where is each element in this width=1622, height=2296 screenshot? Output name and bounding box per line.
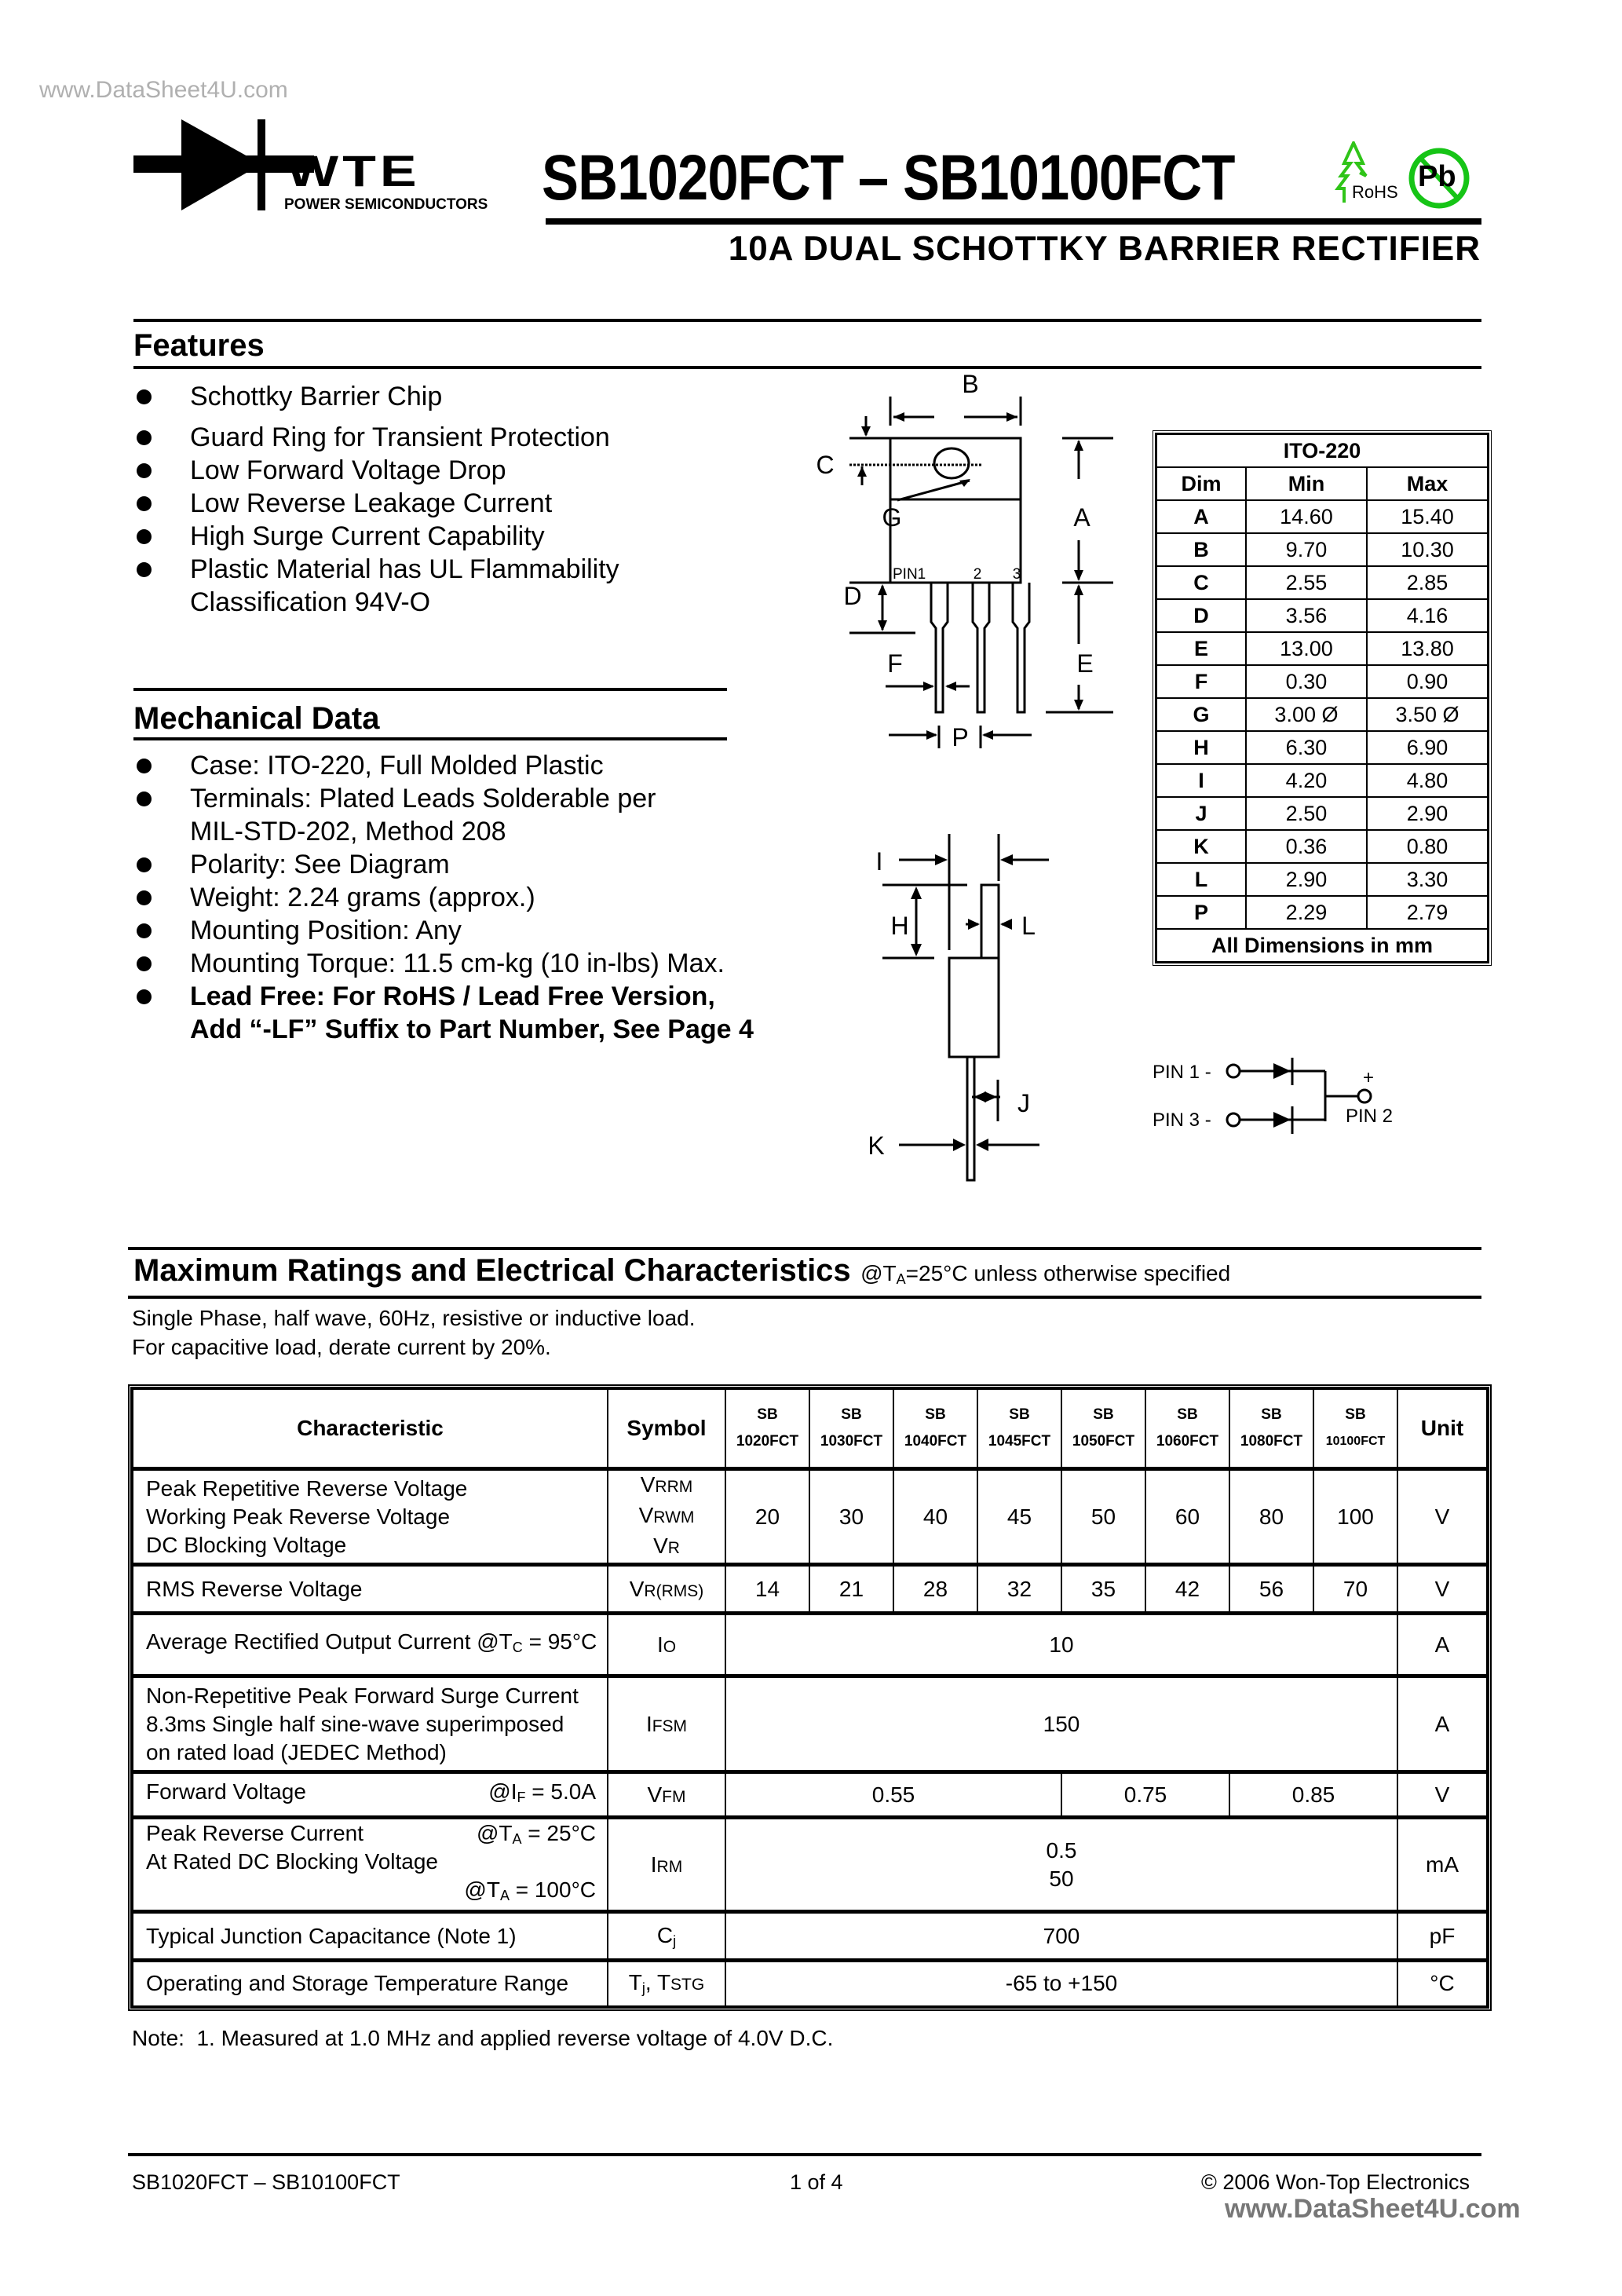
dimension-row <box>1156 599 1488 632</box>
col-header-unit: Unit <box>1397 1389 1487 1469</box>
table-row-cj <box>133 1912 1487 1961</box>
cell-min: 13.00 <box>1246 632 1367 665</box>
cell-characteristic: Average Rectified Output Current $@T_C = 95^\circ C$ <box>133 1614 608 1676</box>
cell-dim: C <box>1156 566 1246 599</box>
cell-value: 60 <box>1145 1469 1229 1565</box>
ratings-rule-bottom <box>128 1296 1481 1299</box>
mech-rule-bottom <box>133 737 727 740</box>
table-row-vfm <box>133 1772 1487 1818</box>
col-header-part: SB 1080FCT <box>1229 1389 1313 1469</box>
cell-min: 2.55 <box>1246 566 1367 599</box>
cell-max: 2.79 <box>1367 896 1488 929</box>
dimension-table-title: ITO-220 <box>1156 434 1488 467</box>
dim-label-d: D <box>843 582 862 610</box>
dim-label-a: A <box>1073 503 1090 532</box>
pb-label: Pb <box>1418 160 1456 193</box>
dimension-row <box>1156 533 1488 566</box>
cell-min: 9.70 <box>1246 533 1367 566</box>
dimension-row <box>1156 566 1488 599</box>
cell-symbol: VRRM VRWM VR <box>608 1469 725 1565</box>
cell-max: 3.50 Ø <box>1367 698 1488 731</box>
bullet-icon <box>137 529 152 544</box>
cell-max: 2.85 <box>1367 566 1488 599</box>
cell-value: 10 <box>725 1614 1397 1676</box>
table-row-io <box>133 1614 1487 1676</box>
cell-min: 2.29 <box>1246 896 1367 929</box>
cell-value: 56 <box>1229 1565 1313 1614</box>
cell-value: 40 <box>893 1469 977 1565</box>
bullet-icon <box>137 989 152 1004</box>
cell-min: 0.36 <box>1246 830 1367 863</box>
cell-min: 3.00 Ø <box>1246 698 1367 731</box>
table-row-vrrm <box>133 1469 1487 1565</box>
cell-max: 4.16 <box>1367 599 1488 632</box>
mechanical-item: Weight: 2.24 grams (approx.) <box>133 881 809 914</box>
logo-tagline: POWER SEMICONDUCTORS <box>284 196 488 213</box>
footer-page-number: 1 of 4 <box>790 2170 843 2194</box>
dimension-row <box>1156 698 1488 731</box>
cell-max: 6.90 <box>1367 731 1488 764</box>
bullet-icon <box>137 890 152 905</box>
rohs-label: RoHS <box>1352 182 1398 202</box>
cell-min: 2.50 <box>1246 797 1367 830</box>
cell-unit: °C <box>1397 1961 1487 2006</box>
dimension-row <box>1156 797 1488 830</box>
dim-label-k: K <box>868 1132 885 1160</box>
col-header-dim: Dim <box>1156 467 1246 500</box>
dim-label-g: G <box>882 503 902 532</box>
cell-value: 45 <box>977 1469 1061 1565</box>
dim-label-l: L <box>1021 912 1036 940</box>
col-header-max: Max <box>1367 467 1488 500</box>
features-rule-top <box>133 319 1481 322</box>
page-title: SB1020FCT – SB10100FCT <box>542 142 1235 214</box>
wte-logo <box>133 118 488 220</box>
pin-label-2: 2 <box>973 566 982 583</box>
features-heading: Features <box>133 328 265 363</box>
cell-dim: I <box>1156 764 1246 797</box>
dim-label-c: C <box>816 451 835 479</box>
cell-value: 100 <box>1313 1469 1397 1565</box>
watermark-top: www.DataSheet4U.com <box>39 77 288 103</box>
cell-dim: E <box>1156 632 1246 665</box>
dim-label-h: H <box>890 912 909 940</box>
dimension-table <box>1153 430 1492 966</box>
mech-rule-top <box>133 688 727 691</box>
cell-max: 15.40 <box>1367 500 1488 533</box>
package-side-drawing <box>832 824 1115 1201</box>
footer-rule <box>128 2153 1481 2156</box>
cell-dim: L <box>1156 863 1246 896</box>
cell-symbol: $C_j$ <box>608 1912 725 1961</box>
schematic-pin1-label: PIN 1 - <box>1153 1062 1211 1083</box>
cell-dim: B <box>1156 533 1246 566</box>
lead-free-badge <box>1408 147 1470 210</box>
col-header-part: SB 1040FCT <box>893 1389 977 1469</box>
cell-value: 30 <box>809 1469 893 1565</box>
cell-dim: A <box>1156 500 1246 533</box>
cell-unit: V <box>1397 1469 1487 1565</box>
cell-value: 50 <box>1061 1469 1145 1565</box>
cell-symbol: IFSM <box>608 1676 725 1772</box>
dim-label-e: E <box>1076 649 1094 678</box>
cell-max: 0.90 <box>1367 665 1488 698</box>
mechanical-item: Polarity: See Diagram <box>133 848 809 881</box>
ratings-note-2: For capacitive load, derate current by 20%. <box>132 1335 551 1359</box>
logo-brand: WTE <box>287 146 421 196</box>
cell-min: 6.30 <box>1246 731 1367 764</box>
cell-value: 150 <box>725 1676 1397 1772</box>
dimension-row <box>1156 896 1488 929</box>
col-header-part: SB 1030FCT <box>809 1389 893 1469</box>
cell-max: 13.80 <box>1367 632 1488 665</box>
ratings-table <box>128 1384 1492 2011</box>
dimension-row <box>1156 731 1488 764</box>
features-list <box>133 380 730 619</box>
title-rule <box>546 218 1481 225</box>
cell-unit: A <box>1397 1614 1487 1676</box>
dimension-row <box>1156 764 1488 797</box>
cell-dim: G <box>1156 698 1246 731</box>
cell-value: 80 <box>1229 1469 1313 1565</box>
dimension-row <box>1156 500 1488 533</box>
col-header-part: SB 1060FCT <box>1145 1389 1229 1469</box>
dim-label-f: F <box>887 649 903 678</box>
cell-max: 4.80 <box>1367 764 1488 797</box>
ratings-notes <box>132 1303 696 1362</box>
cell-max: 2.90 <box>1367 797 1488 830</box>
feature-item: High Surge Current Capability <box>133 520 730 553</box>
cell-symbol: IRM <box>608 1818 725 1912</box>
mechanical-item: Mounting Torque: 11.5 cm-kg (10 in-lbs) Max. <box>133 947 809 980</box>
mechanical-item-lead-free: Lead Free: For RoHS / Lead Free Version, Add “-LF” Suffix to Part Number, See Page 4 <box>133 980 809 1046</box>
cell-dim: D <box>1156 599 1246 632</box>
cell-dim: K <box>1156 830 1246 863</box>
schematic-pin3-label: PIN 3 - <box>1153 1110 1211 1131</box>
ratings-note-1: Single Phase, half wave, 60Hz, resistive or inductive load. <box>132 1306 696 1330</box>
bullet-icon <box>137 562 152 577</box>
cell-symbol: IO <box>608 1614 725 1676</box>
ratings-heading: Maximum Ratings and Electrical Characteristics <box>133 1253 851 1288</box>
bullet-icon <box>137 792 152 806</box>
mechanical-list <box>133 749 809 1046</box>
cell-value: 28 <box>893 1565 977 1614</box>
feature-item: Low Forward Voltage Drop <box>133 454 730 487</box>
cell-value: 0.5 50 <box>725 1818 1397 1912</box>
mechanical-heading: Mechanical Data <box>133 701 380 736</box>
dim-label-i: I <box>875 847 883 876</box>
cell-value: 35 <box>1061 1565 1145 1614</box>
bullet-icon <box>137 956 152 971</box>
watermark-bottom: www.DataSheet4U.com <box>1225 2194 1521 2224</box>
dim-label-p: P <box>952 723 969 751</box>
cell-unit: V <box>1397 1565 1487 1614</box>
cell-max: 3.30 <box>1367 863 1488 896</box>
col-header-part: SB 1045FCT <box>977 1389 1061 1469</box>
dimension-table-body <box>1156 500 1488 929</box>
bullet-icon <box>137 759 152 773</box>
cell-value: 0.55 <box>725 1772 1061 1818</box>
cell-characteristic: RMS Reverse Voltage <box>133 1565 608 1614</box>
cell-min: 2.90 <box>1246 863 1367 896</box>
col-header-min: Min <box>1246 467 1367 500</box>
cell-dim: H <box>1156 731 1246 764</box>
col-header-characteristic: Characteristic <box>133 1389 608 1469</box>
col-header-part: SB 10100FCT <box>1313 1389 1397 1469</box>
cell-characteristic: Peak Repetitive Reverse Voltage Working Peak Reverse Voltage DC Blocking Voltage <box>133 1469 608 1565</box>
cell-symbol: VFM <box>608 1772 725 1818</box>
pin-label-3: 3 <box>1012 566 1021 583</box>
dim-label-b: B <box>962 370 979 398</box>
dimension-row <box>1156 665 1488 698</box>
mechanical-item: Terminals: Plated Leads Solderable per MIL-STD-202, Method 208 <box>133 782 809 848</box>
cell-value: 14 <box>725 1565 809 1614</box>
feature-item: Low Reverse Leakage Current <box>133 487 730 520</box>
table-row-ifsm <box>133 1676 1487 1772</box>
table-row-irm <box>133 1818 1487 1912</box>
cell-value: 42 <box>1145 1565 1229 1614</box>
dim-label-j: J <box>1017 1089 1030 1117</box>
cell-value: 32 <box>977 1565 1061 1614</box>
cell-min: 4.20 <box>1246 764 1367 797</box>
cell-characteristic: Operating and Storage Temperature Range <box>133 1961 608 2006</box>
footer-left: SB1020FCT – SB10100FCT <box>132 2170 400 2194</box>
cell-symbol: VR(RMS) <box>608 1565 725 1614</box>
schematic-pin2-label: PIN 2 <box>1346 1106 1394 1127</box>
mechanical-item: Case: ITO-220, Full Molded Plastic <box>133 749 809 782</box>
dimension-table-footer: All Dimensions in mm <box>1156 929 1488 962</box>
cell-value: 0.75 <box>1061 1772 1229 1818</box>
cell-unit: A <box>1397 1676 1487 1772</box>
cell-value: 0.85 <box>1229 1772 1397 1818</box>
mechanical-item: Mounting Position: Any <box>133 914 809 947</box>
cell-max: 0.80 <box>1367 830 1488 863</box>
cell-dim: J <box>1156 797 1246 830</box>
page-subtitle: 10A DUAL SCHOTTKY BARRIER RECTIFIER <box>728 229 1481 268</box>
cell-min: 3.56 <box>1246 599 1367 632</box>
table-row-vrms <box>133 1565 1487 1614</box>
cell-min: 14.60 <box>1246 500 1367 533</box>
col-header-symbol: Symbol <box>608 1389 725 1469</box>
dimension-row <box>1156 863 1488 896</box>
schematic-plus-label: + <box>1363 1067 1375 1088</box>
cell-value: 21 <box>809 1565 893 1614</box>
footer-copyright: © 2006 Won-Top Electronics <box>1201 2170 1470 2194</box>
bullet-icon <box>137 430 152 445</box>
footnote: Note: 1. Measured at 1.0 MHz and applied reverse voltage of 4.0V D.C. <box>132 2026 834 2050</box>
cell-value: -65 to +150 <box>725 1961 1397 2006</box>
cell-min: 0.30 <box>1246 665 1367 698</box>
feature-item: Schottky Barrier Chip <box>133 380 730 413</box>
bullet-icon <box>137 857 152 872</box>
dimension-row <box>1156 830 1488 863</box>
ratings-rule-top <box>128 1247 1481 1250</box>
cell-max: 10.30 <box>1367 533 1488 566</box>
cell-dim: P <box>1156 896 1246 929</box>
cell-value: 700 <box>725 1912 1397 1961</box>
package-front-drawing <box>785 369 1131 809</box>
cell-characteristic: Non-Repetitive Peak Forward Surge Current 8.3ms Single half sine-wave superimposed on rated load (JEDEC Method) <box>133 1676 608 1772</box>
cell-characteristic: Forward Voltage $@I_F = 5.0A$ <box>133 1772 608 1818</box>
ratings-heading-row <box>133 1253 1230 1289</box>
bullet-icon <box>137 389 152 404</box>
cell-value: 70 <box>1313 1565 1397 1614</box>
bullet-icon <box>137 496 152 511</box>
cell-unit: mA <box>1397 1818 1487 1912</box>
pin-label-1: PIN1 <box>893 566 926 583</box>
cell-value: 20 <box>725 1469 809 1565</box>
cell-unit: V <box>1397 1772 1487 1818</box>
col-header-part: SB 1020FCT <box>725 1389 809 1469</box>
cell-characteristic: Typical Junction Capacitance (Note 1) <box>133 1912 608 1961</box>
feature-item: Guard Ring for Transient Protection <box>133 421 730 454</box>
dimension-row <box>1156 632 1488 665</box>
feature-item: Plastic Material has UL Flammability Classification 94V-O <box>133 553 730 619</box>
polarity-schematic <box>1146 1044 1507 1146</box>
cell-unit: pF <box>1397 1912 1487 1961</box>
cell-symbol: $T_j$, TSTG <box>608 1961 725 2006</box>
bullet-icon <box>137 923 152 938</box>
ratings-condition: $@T_A=25^\circ C$ unless otherwise specified <box>860 1261 1231 1287</box>
table-row-temperature <box>133 1961 1487 2006</box>
bullet-icon <box>137 463 152 478</box>
col-header-part: SB 1050FCT <box>1061 1389 1145 1469</box>
cell-characteristic: Peak Reverse Current $@T_A = 25^\circ C$ At Rated DC Blocking Voltage $@T_A = 100^\circ C$ <box>133 1818 608 1912</box>
cell-dim: F <box>1156 665 1246 698</box>
